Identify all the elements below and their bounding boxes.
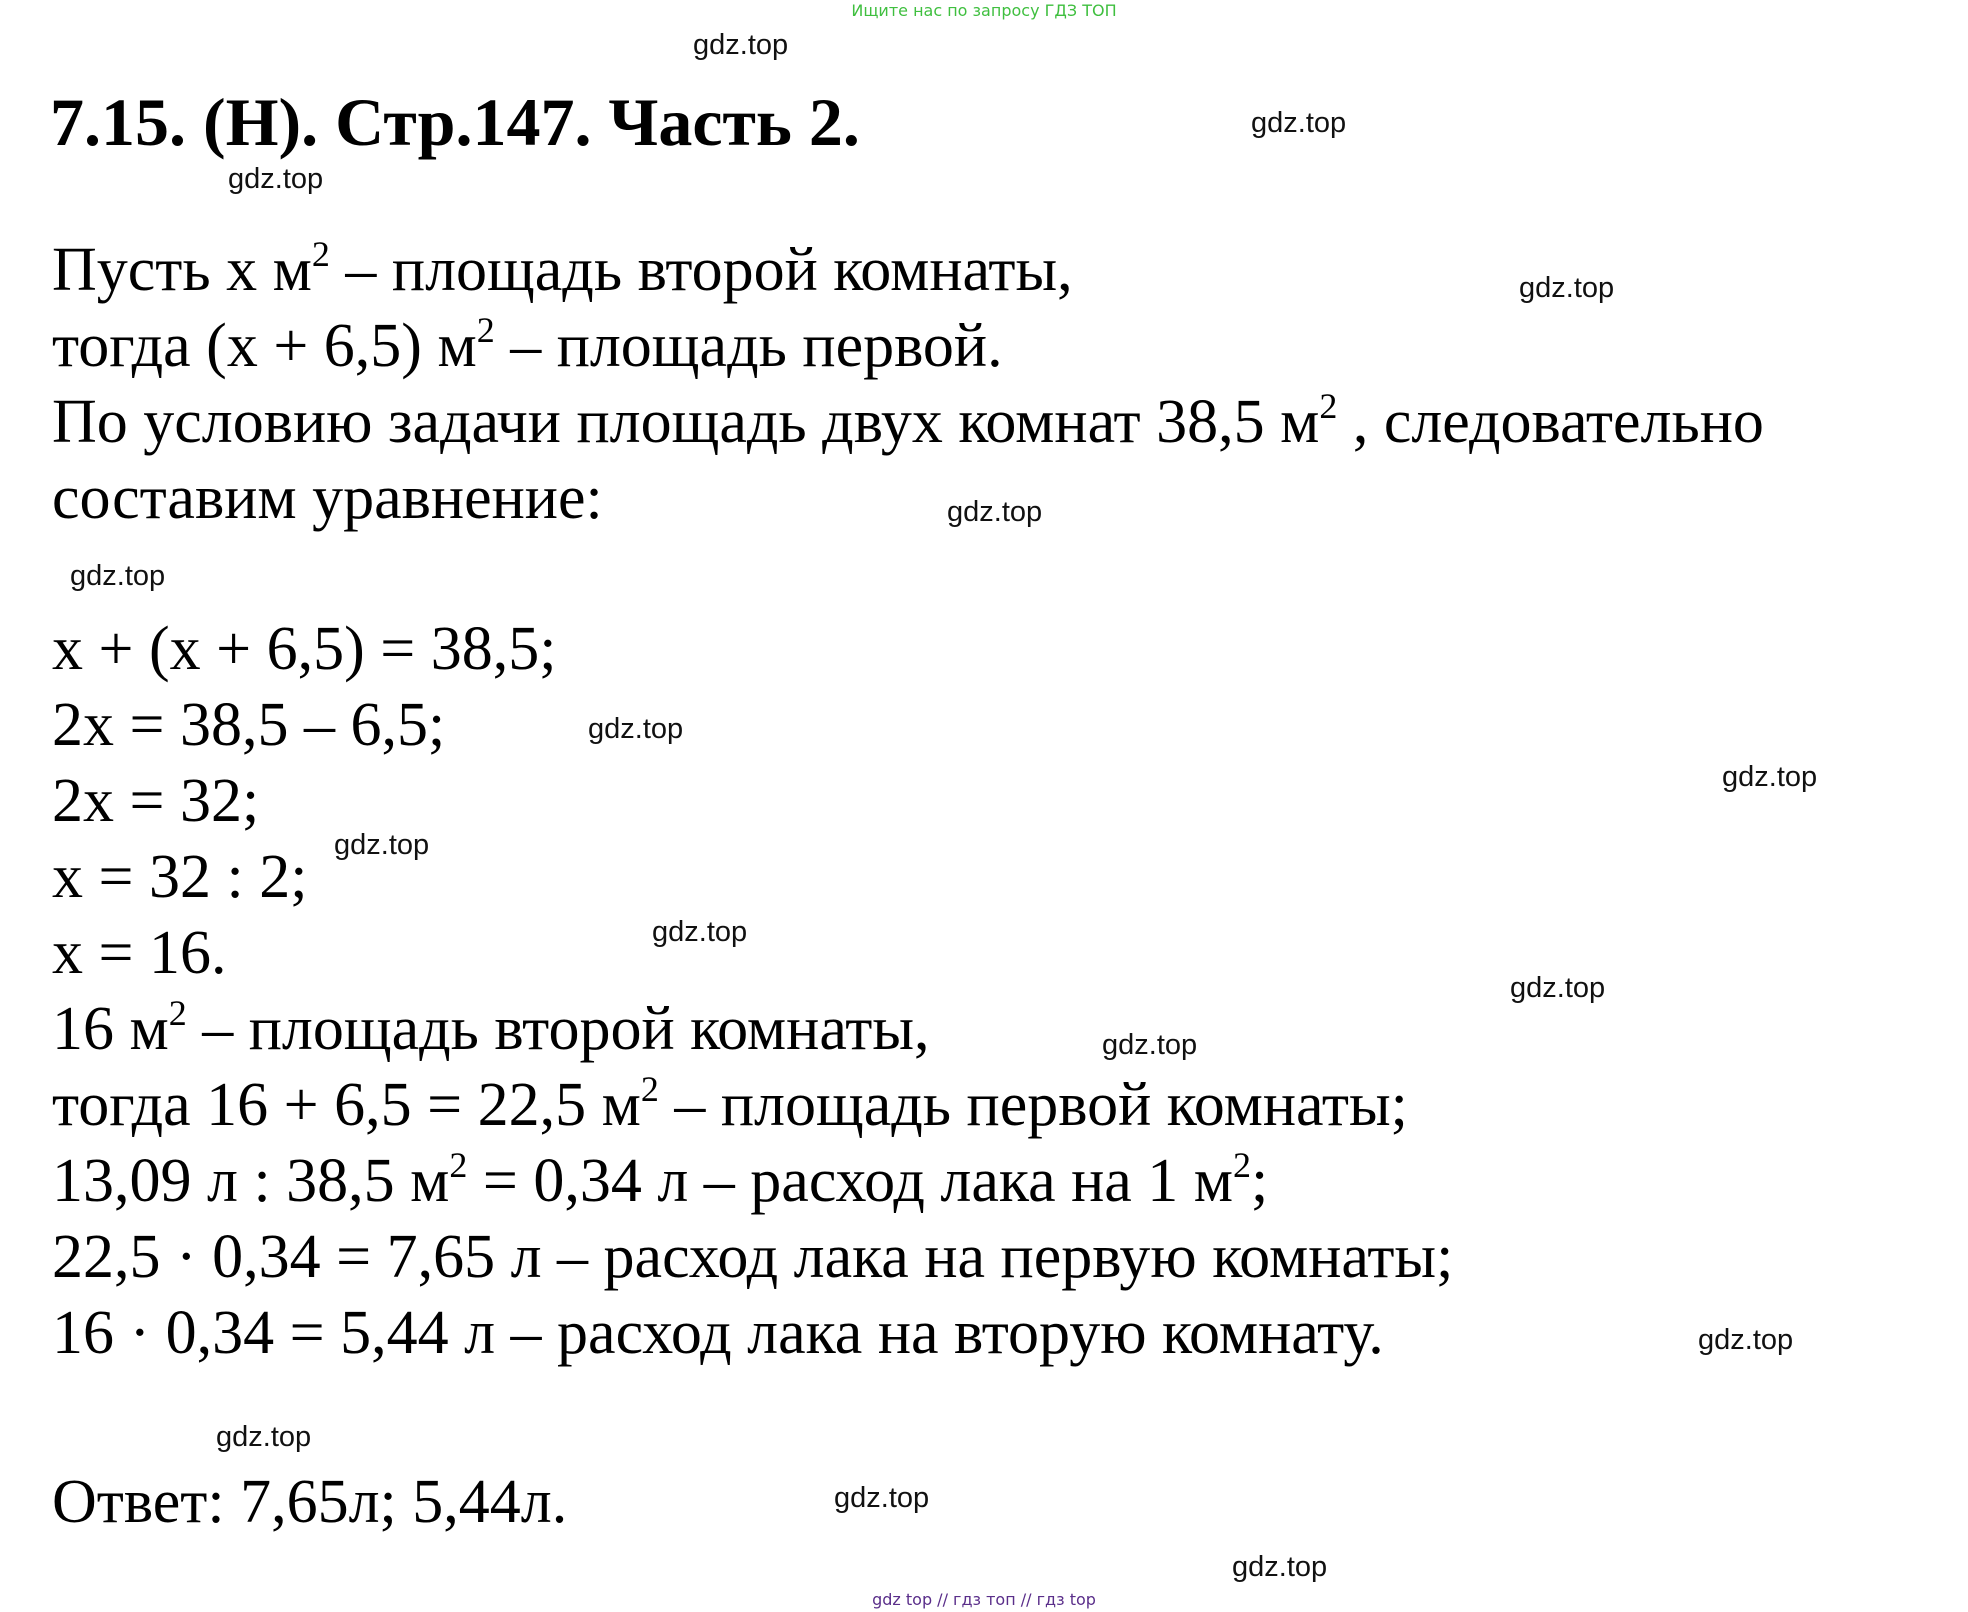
- watermark: gdz.top: [1102, 1029, 1198, 1061]
- solution-line-9: 22,5 · 0,34 = 7,65 л – расход лака на первую комнаты;: [52, 1223, 1454, 1291]
- solution-line-10: 16 · 0,34 = 5,44 л – расход лака на вторую комнату.: [52, 1299, 1384, 1367]
- watermark: gdz.top: [228, 163, 324, 195]
- intro-paragraph: [52, 232, 1764, 536]
- watermark: gdz.top: [1510, 972, 1606, 1004]
- watermark: gdz.top: [334, 829, 430, 861]
- watermark: gdz.top: [652, 916, 748, 948]
- superscript: 2: [449, 1145, 468, 1185]
- search-banner[interactable]: Ищите нас по запросу ГДЗ ТОП: [851, 1, 1117, 20]
- superscript: 2: [476, 310, 495, 350]
- watermark: gdz.top: [70, 560, 166, 592]
- watermark: gdz.top: [1722, 761, 1818, 793]
- answer-line: Ответ: 7,65л; 5,44л.: [52, 1468, 568, 1536]
- intro-line-4: составим уравнение:: [52, 464, 603, 532]
- equation-5: х = 16.: [52, 919, 227, 987]
- equation-2: 2х = 38,5 – 6,5;: [52, 691, 446, 759]
- watermark: gdz.top: [588, 713, 684, 745]
- equation-1: х + (х + 6,5) = 38,5;: [52, 615, 557, 683]
- watermark: gdz.top: [1698, 1324, 1794, 1356]
- superscript: 2: [640, 1069, 659, 1109]
- watermark: gdz.top: [216, 1421, 312, 1453]
- solution-line-7: тогда 16 + 6,5 = 22,5 $м^2$ – площадь первой комнаты;: [52, 1069, 1408, 1139]
- watermark: gdz.top: [693, 29, 789, 61]
- solution-line-6: 16 $м^2$ – площадь второй комнаты,: [52, 993, 930, 1063]
- watermark: gdz.top: [1232, 1551, 1328, 1583]
- intro-line-2: тогда (х + 6,5) $м^2$ – площадь первой.: [52, 310, 1003, 380]
- equation-4: х = 32 : 2;: [52, 843, 308, 911]
- solution-block: [52, 611, 1453, 1371]
- superscript: 2: [1233, 1145, 1252, 1185]
- superscript: 2: [168, 993, 187, 1033]
- footer-links[interactable]: gdz top // гдз топ // гдз top: [872, 1590, 1096, 1609]
- watermark: gdz.top: [947, 496, 1043, 528]
- watermark: gdz.top: [834, 1482, 930, 1514]
- solution-line-8: 13,09 л : 38,5 $м^2 = 0,34$ л – расход лака на 1 $м^2$;: [52, 1145, 1269, 1215]
- answer-block: [52, 1464, 567, 1540]
- intro-line-1: Пусть х $м^2$ – площадь второй комнаты,: [52, 234, 1073, 304]
- watermark: gdz.top: [1519, 272, 1615, 304]
- page-title: 7.15. (Н). Стр.147. Часть 2.: [50, 84, 860, 160]
- superscript: 2: [1319, 386, 1338, 426]
- watermark: gdz.top: [1251, 107, 1347, 139]
- intro-line-3: По условию задачи площадь двух комнат 38,5 $м^2$ , следовательно: [52, 386, 1764, 456]
- superscript: 2: [311, 234, 330, 274]
- equation-3: 2х = 32;: [52, 767, 260, 835]
